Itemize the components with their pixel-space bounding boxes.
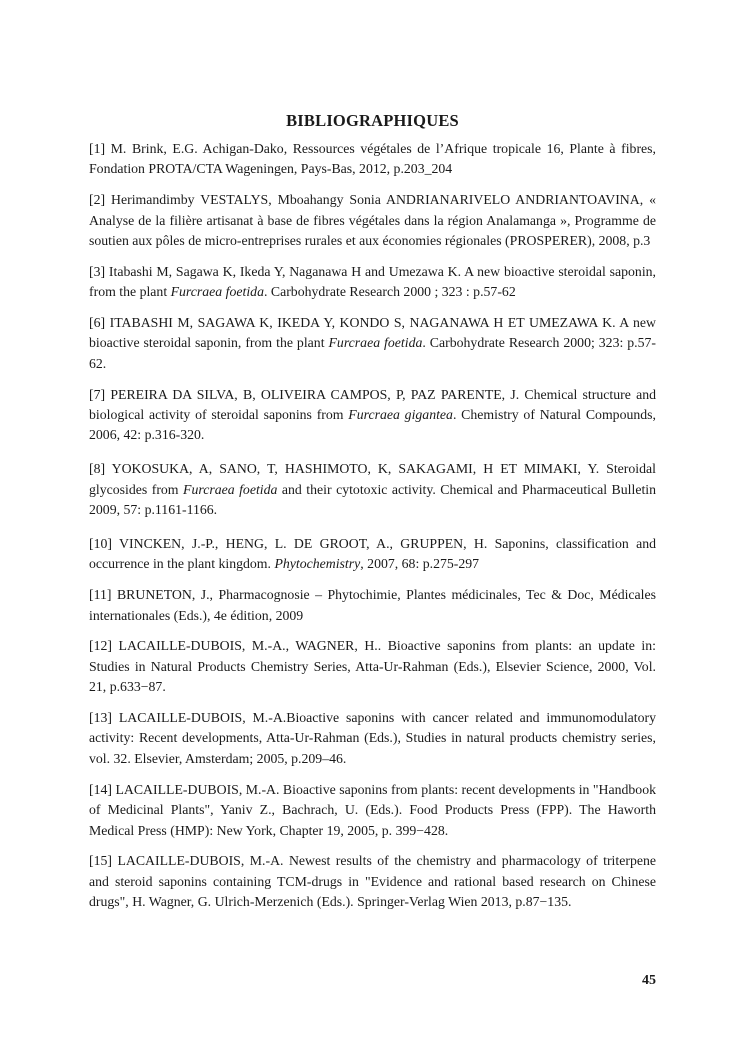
reference-text-italic: Phytochemistry [274, 556, 361, 572]
reference-item [89, 385, 656, 446]
reference-text: LACAILLE-DUBOIS, M.-A., WAGNER, H.. Bioactive saponins from plants: an update in: Studies in Natural Products Chemistry Series, Atta-Ur-Rahman (Eds.), Elsevier Science, 2000, Vol. 21, p.633−87. [89, 638, 656, 695]
reference-text: . Chemistry of Natural Compounds, 2006, 42: p.316-320. [89, 407, 656, 443]
reference-text: LACAILLE-DUBOIS, M.-A. Bioactive saponins from plants: recent developments in "Handbook of Medicinal Plants", Yaniv Z., Bachrach, U. (Eds.). Food Products Press (FPP). The Haworth Medical Press (HMP): New York, Chapter 19, 2005, p. 399−428. [89, 781, 656, 838]
reference-text-italic: Furcraea gigantea [348, 407, 453, 423]
reference-text: . Carbohydrate Research 2000; 323: p.57-62. [89, 335, 656, 371]
reference-text: VINCKEN, J.-P., HENG, L. DE GROOT, A., GRUPPEN, H. Saponins, classification and occurrence in the plant kingdom. [89, 536, 656, 572]
reference-number: [6] [89, 315, 106, 331]
reference-text: M. Brink, E.G. Achigan-Dako, Ressources végétales de l’Afrique tropicale 16, Plante à fibres, Fondation PROTA/CTA Wageningen, Pays-Bas, 2012, p.203_204 [89, 141, 656, 177]
reference-number: [1] [89, 141, 106, 156]
reference-number: [13] [89, 710, 112, 726]
reference-number: [8] [89, 461, 106, 477]
reference-item [89, 139, 656, 180]
reference-text: LACAILLE-DUBOIS, M.-A.Bioactive saponins with cancer related and immunomodulatory activity: Recent developments, Atta-Ur-Rahman (Eds.), Studies in natural products chemistry series, vol. 32. Elsevier, Amsterdam; 2005, p.209–46. [89, 710, 656, 766]
reference-number: [3] [89, 263, 106, 279]
reference-number: [11] [89, 587, 112, 603]
document-page [89, 0, 656, 1053]
reference-text: LACAILLE-DUBOIS, M.-A. Newest results of the chemistry and pharmacology of triterpene and steroid saponins containing TCM-drugs in "Evidence and rational based research on Chinese drugs", H. Wagner, G. Ulrich-Merzenich (Eds.). Springer-Verlag Wien 2013, p.87−135. [89, 853, 656, 910]
page-number: 45 [642, 973, 656, 988]
reference-text: and their cytotoxic activity. Chemical and Pharmaceutical Bulletin 2009, 57: p.1161-1166. [89, 481, 657, 518]
reference-item [89, 708, 656, 769]
reference-item [89, 636, 656, 697]
page-title: BIBLIOGRAPHIQUES [286, 111, 459, 130]
reference-number: [2] [89, 192, 106, 208]
reference-text-italic: Furcraea foetida [170, 284, 264, 300]
reference-text: Herimandimby VESTALYS, Mboahangy Sonia ANDRIANARIVELO ANDRIANTOAVINA, « Analyse de la filière artisanat à base de fibres végétales dans la région Analamanga », Programme de soutien aux pôles de micro-entreprises rurales et aux économies régionales (PROSPERER), 2008, p.3 [89, 192, 656, 249]
reference-number: [10] [89, 536, 112, 552]
reference-text-italic: Furcraea foetida [183, 481, 278, 497]
reference-list [89, 139, 656, 923]
reference-item [89, 313, 656, 374]
reference-item [89, 780, 656, 841]
reference-number: [15] [89, 853, 112, 869]
reference-text: YOKOSUKA, A, SANO, T, HASHIMOTO, K, SAKAGAMI, H ET MIMAKI, Y. Steroidal glycosides from [89, 461, 656, 497]
reference-text: Itabashi M, Sagawa K, Ikeda Y, Naganawa H and Umezawa K. A new bioactive steroidal saponin, from the plant [89, 263, 656, 300]
reference-item [89, 190, 656, 251]
reference-item [89, 262, 656, 303]
reference-item [89, 851, 656, 912]
reference-text: PEREIRA DA SILVA, B, OLIVEIRA CAMPOS, P, PAZ PARENTE, J. Chemical structure and biological activity of steroidal saponins from [89, 386, 656, 423]
reference-item [89, 534, 656, 575]
reference-number: [7] [89, 386, 106, 402]
reference-text: ITABASHI M, SAGAWA K, IKEDA Y, KONDO S, NAGANAWA H ET UMEZAWA K. A new bioactive steroidal saponin, from the plant [89, 315, 656, 351]
reference-text: BRUNETON, J., Pharmacognosie – Phytochimie, Plantes médicinales, Tec & Doc, Médicales internationales (Eds.), 4e édition, 2009 [89, 587, 656, 623]
reference-item [89, 459, 656, 520]
reference-item [89, 585, 656, 626]
reference-text: , 2007, 68: p.275-297 [360, 556, 480, 572]
reference-text-italic: Furcraea foetida [328, 335, 423, 351]
reference-text: . Carbohydrate Research 2000 ; 323 : p.57-62 [263, 284, 516, 300]
reference-number: [14] [89, 781, 112, 797]
reference-number: [12] [89, 638, 112, 654]
